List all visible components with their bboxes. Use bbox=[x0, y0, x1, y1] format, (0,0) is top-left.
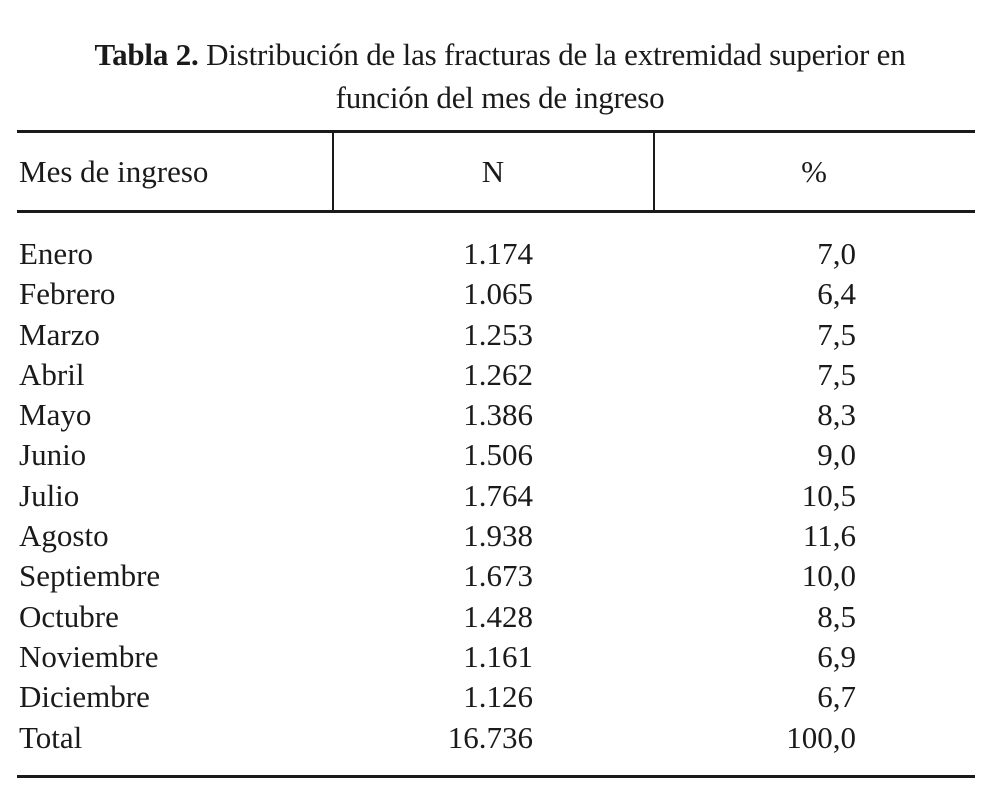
cell-percent: 10,0 bbox=[801, 558, 856, 594]
table-body bbox=[0, 234, 1008, 758]
cell-month: Octubre bbox=[19, 598, 119, 634]
cell-percent: 10,5 bbox=[801, 477, 856, 513]
table-row bbox=[0, 274, 1008, 314]
cell-month: Marzo bbox=[19, 316, 100, 352]
cell-n: 1.065 bbox=[463, 276, 533, 312]
cell-n: 1.161 bbox=[463, 638, 533, 674]
cell-month: Noviembre bbox=[19, 638, 159, 674]
cell-percent: 7,0 bbox=[817, 236, 856, 271]
cell-n: 1.673 bbox=[463, 558, 533, 594]
table-row bbox=[0, 234, 1008, 274]
cell-month: Diciembre bbox=[19, 679, 150, 715]
header-bottom-rule bbox=[17, 210, 975, 213]
cell-n: 1.506 bbox=[463, 437, 533, 473]
table-row-total bbox=[0, 718, 1008, 758]
cell-n: 1.253 bbox=[463, 316, 533, 352]
table-caption-text-line2: función del mes de ingreso bbox=[335, 80, 665, 115]
cell-month: Junio bbox=[19, 437, 87, 473]
table-row bbox=[0, 476, 1008, 516]
table-row bbox=[0, 355, 1008, 395]
cell-percent: 11,6 bbox=[802, 518, 856, 554]
cell-percent: 6,4 bbox=[817, 276, 856, 312]
table-row bbox=[0, 637, 1008, 677]
table-caption-label: Tabla 2. bbox=[94, 37, 199, 72]
cell-n: 1.764 bbox=[463, 477, 533, 513]
header-month: Mes de ingreso bbox=[19, 154, 209, 189]
cell-n: 1.428 bbox=[463, 598, 533, 634]
cell-percent: 9,0 bbox=[817, 437, 856, 473]
cell-month: Total bbox=[19, 719, 83, 755]
table-bottom-rule bbox=[17, 775, 975, 778]
cell-n: 1.938 bbox=[463, 518, 533, 554]
table-row bbox=[0, 315, 1008, 355]
cell-month: Abril bbox=[19, 356, 85, 392]
table-caption bbox=[0, 33, 1000, 119]
cell-month: Septiembre bbox=[19, 558, 161, 594]
cell-month: Agosto bbox=[19, 518, 109, 554]
cell-percent: 8,5 bbox=[817, 598, 856, 634]
cell-n: 1.126 bbox=[463, 679, 533, 715]
header-n: N bbox=[481, 154, 505, 189]
table-row bbox=[0, 677, 1008, 717]
table-caption-text-line1: Distribución de las fracturas de la extremidad superior en bbox=[206, 37, 906, 72]
table-row bbox=[0, 435, 1008, 475]
cell-percent: 6,7 bbox=[817, 679, 856, 715]
cell-month: Febrero bbox=[19, 276, 116, 312]
cell-month: Enero bbox=[19, 236, 94, 271]
cell-percent: 8,3 bbox=[817, 397, 856, 433]
table-row bbox=[0, 556, 1008, 596]
table-top-rule bbox=[17, 130, 975, 133]
cell-month: Mayo bbox=[19, 397, 92, 433]
cell-month: Julio bbox=[19, 477, 80, 513]
cell-percent: 7,5 bbox=[817, 356, 856, 392]
cell-n: 1.174 bbox=[463, 236, 533, 271]
cell-n: 1.262 bbox=[463, 356, 533, 392]
header-percent: % bbox=[801, 154, 827, 189]
cell-n: 1.386 bbox=[463, 397, 533, 433]
table-row bbox=[0, 395, 1008, 435]
table-row bbox=[0, 516, 1008, 556]
cell-percent: 6,9 bbox=[817, 638, 856, 674]
cell-percent: 100,0 bbox=[786, 719, 856, 755]
cell-n: 16.736 bbox=[447, 719, 533, 755]
table-row bbox=[0, 597, 1008, 637]
cell-percent: 7,5 bbox=[817, 316, 856, 352]
